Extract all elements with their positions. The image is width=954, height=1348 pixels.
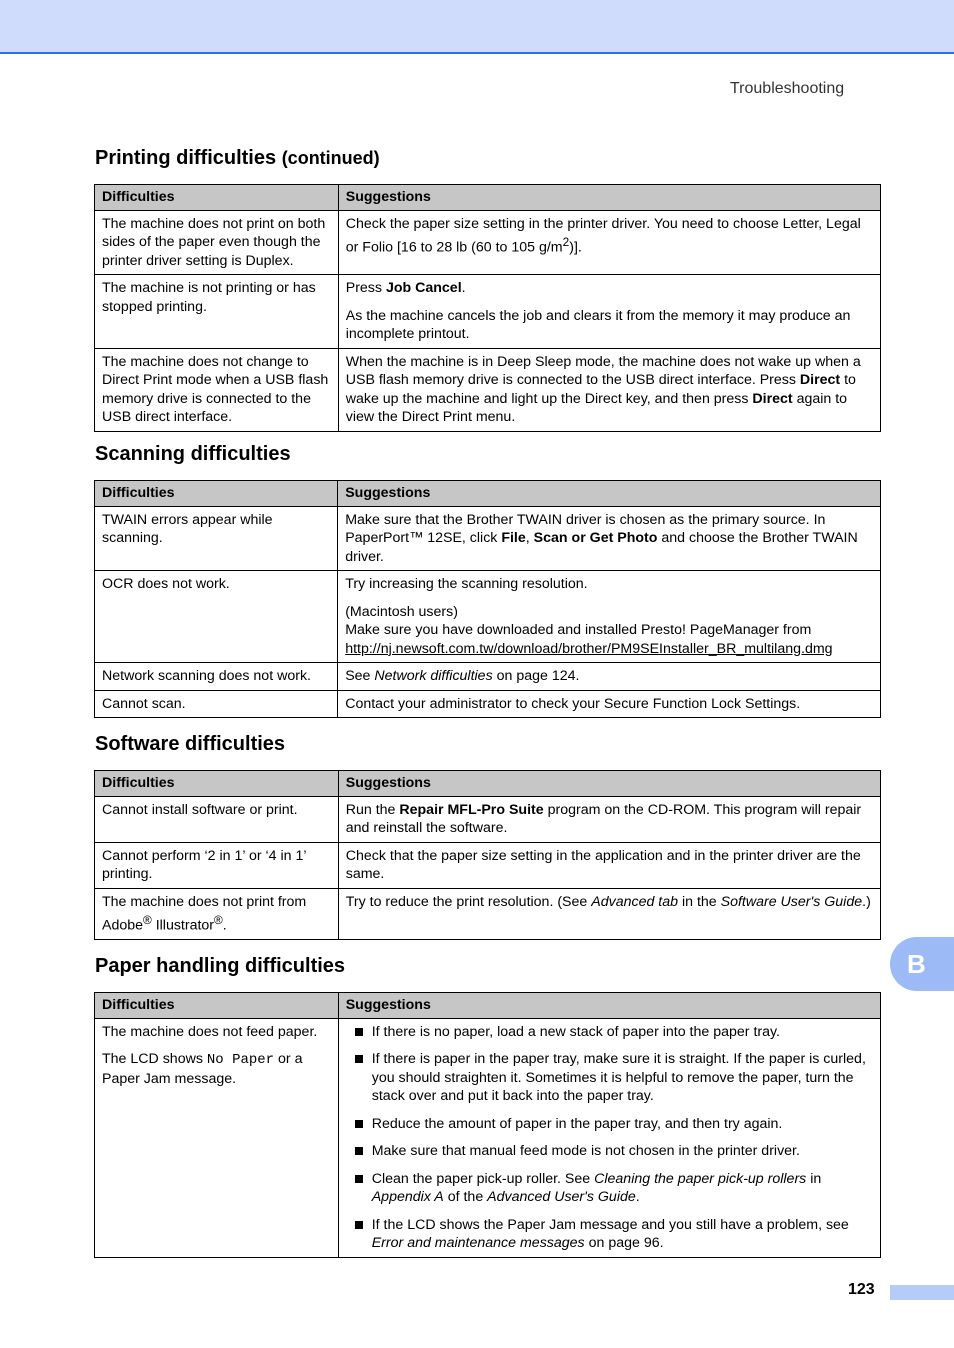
suggestion-cell: [338, 796, 880, 842]
suggestion-cell: Check that the paper size setting in the application and in the printer driver are the same.: [338, 842, 880, 888]
table-row: [95, 571, 881, 663]
suggestion-text: program on the CD-ROM. This program will repair and reinstall the software.: [345, 801, 862, 836]
bullet-icon: [355, 1221, 363, 1229]
section-title-suffix: (continued): [281, 148, 380, 168]
difficulty-cell: The machine is not printing or has stopped printing.: [95, 275, 339, 349]
bullet-icon: [355, 1055, 363, 1063]
superscript: 2: [562, 235, 570, 249]
column-header-suggestions: Suggestions: [338, 185, 880, 211]
table-row: [95, 842, 881, 888]
list-item: [346, 1170, 873, 1207]
chapter-tab: B: [890, 937, 954, 991]
table-row: [95, 275, 881, 349]
cross-reference: Appendix A: [371, 1189, 444, 1205]
registered-mark: ®: [143, 913, 152, 927]
difficulty-cell: Network scanning does not work.: [95, 663, 338, 691]
suggestion-cell: [338, 663, 881, 691]
list-item: [346, 1142, 873, 1161]
difficulty-cell: The machine does not print on both sides of the paper even though the printer driver setting is Duplex.: [95, 210, 339, 275]
cross-reference: Advanced tab: [591, 893, 679, 910]
suggestion-cell: [338, 275, 880, 349]
suggestion-text: Make sure you have downloaded and installed Presto! PageManager from: [345, 622, 812, 638]
difficulty-text: [102, 1050, 331, 1088]
suggestion-text: ,: [525, 530, 534, 546]
suggestion-text: in the: [678, 893, 721, 910]
table-header-row: [95, 771, 881, 797]
column-header-difficulties: Difficulties: [95, 481, 338, 507]
list-item-text: .: [635, 1189, 640, 1205]
difficulty-text-part: or a Paper Jam message.: [102, 1051, 303, 1087]
suggestion-text: again to view the Direct Print menu.: [345, 390, 848, 425]
column-header-suggestions: Suggestions: [338, 993, 880, 1019]
table-row: [95, 210, 881, 275]
column-header-difficulties: Difficulties: [95, 185, 339, 211]
column-header-difficulties: Difficulties: [95, 771, 339, 797]
difficulty-text: Illustrator: [151, 917, 215, 934]
list-item-text: Reduce the amount of paper in the paper tray, and then try again.: [371, 1115, 783, 1132]
list-item-text: of the: [443, 1189, 488, 1205]
program-name: Repair MFL-Pro Suite: [399, 801, 544, 818]
difficulty-text: The machine does not print from Adobe: [102, 893, 307, 934]
cross-reference: Software User's Guide: [720, 893, 863, 910]
list-item: [346, 1050, 873, 1106]
download-link[interactable]: http://nj.newsoft.com.tw/download/brother/PM9SEInstaller_BR_multilang.dmg: [345, 640, 833, 657]
difficulty-cell: TWAIN errors appear while scanning.: [95, 506, 338, 571]
suggestion-text: See: [345, 668, 375, 684]
key-name: Direct: [752, 390, 793, 407]
suggestion-text: .): [862, 893, 871, 910]
suggestion-cell: [338, 571, 881, 663]
list-item: [346, 1216, 873, 1253]
bullet-icon: [355, 1175, 363, 1183]
page-number: 123: [848, 1281, 875, 1298]
column-header-difficulties: Difficulties: [95, 993, 339, 1019]
suggestion-text: When the machine is in Deep Sleep mode, the machine does not wake up when a USB flash memory drive is connected to the USB direct interface. Press: [345, 353, 861, 388]
menu-name: File: [501, 530, 526, 546]
list-item-text: Make sure that manual feed mode is not chosen in the printer driver.: [371, 1143, 800, 1159]
list-item-text: on page 96.: [584, 1235, 664, 1251]
table-header-row: [95, 185, 881, 211]
section-title-software: Software difficulties: [95, 733, 286, 755]
suggestion-text: to wake up the machine and light up the Direct key, and then press: [345, 372, 856, 407]
table-row: [95, 796, 881, 842]
registered-mark: ®: [214, 913, 223, 927]
bullet-icon: [355, 1147, 363, 1155]
suggestion-text: Try to reduce the print resolution. (See: [345, 893, 592, 910]
cross-reference: Cleaning the paper pick-up rollers: [594, 1170, 807, 1187]
table-row: [95, 690, 881, 718]
suggestion-cell: [338, 210, 880, 275]
suggestion-text: Check the paper size setting in the printer driver. You need to choose Letter, Legal or Folio [16 to 28 lb (60 to 105 g/m: [345, 215, 861, 256]
difficulty-cell: The machine does not change to Direct Print mode when a USB flash memory drive is connected to the USB direct interface.: [95, 348, 339, 431]
table-row: [95, 348, 881, 431]
suggestion-text: Press: [345, 280, 386, 296]
running-head: Troubleshooting: [730, 80, 845, 97]
table-row: [95, 663, 881, 691]
suggestion-cell: [338, 348, 880, 431]
bullet-icon: [355, 1028, 363, 1036]
suggestion-text: As the machine cancels the job and clears it from the memory it may produce an incomplete printout.: [345, 307, 851, 342]
table-header-row: [95, 481, 881, 507]
paper-table: [94, 992, 881, 1258]
section-title-text: Printing difficulties: [95, 147, 277, 169]
list-item-text: If there is paper in the paper tray, make sure it is straight. If the paper is curled, you should straighten it. Sometimes it is helpful to remove the paper, turn the stack over and put it back into the paper tray.: [371, 1051, 866, 1104]
suggestion-cell: Contact your administrator to check your Secure Function Lock Settings.: [338, 690, 881, 718]
suggestion-cell: [338, 1018, 880, 1257]
suggestion-text: and choose the Brother TWAIN driver.: [345, 530, 858, 565]
suggestion-text: (Macintosh users): [345, 603, 458, 620]
list-item-text: If the LCD shows the Paper Jam message and you still have a problem, see: [371, 1216, 849, 1233]
list-item-text: Clean the paper pick-up roller. See: [371, 1170, 595, 1187]
list-item: [346, 1023, 873, 1042]
list-item-text: If there is no paper, load a new stack of paper into the paper tray.: [371, 1023, 780, 1040]
scanning-table: [94, 480, 881, 718]
cross-reference: Error and maintenance messages: [371, 1235, 585, 1251]
difficulty-cell: Cannot scan.: [95, 690, 338, 718]
cross-reference: Network difficulties: [374, 668, 493, 684]
suggestion-text: )].: [569, 239, 582, 256]
suggestion-text: .: [461, 280, 466, 296]
software-table: [94, 770, 881, 940]
table-row: [95, 506, 881, 571]
difficulty-text-part: The LCD shows: [102, 1051, 207, 1067]
section-title-scanning: Scanning difficulties: [95, 443, 291, 465]
difficulty-text: The machine does not feed paper.: [102, 1023, 318, 1040]
suggestion-cell: [338, 506, 881, 571]
bullet-icon: [355, 1120, 363, 1128]
difficulty-cell: Cannot install software or print.: [95, 796, 339, 842]
suggestion-text: on page 124.: [492, 668, 580, 684]
key-name: Direct: [799, 372, 841, 388]
difficulty-cell: OCR does not work.: [95, 571, 338, 663]
cross-reference: Advanced User's Guide: [487, 1189, 636, 1205]
table-header-row: [95, 993, 881, 1019]
suggestion-text: Try increasing the scanning resolution.: [345, 576, 588, 592]
lcd-message: No Paper: [206, 1052, 275, 1068]
difficulty-cell: Cannot perform ‘2 in 1’ or ‘4 in 1’ printing.: [95, 842, 339, 888]
suggestion-cell: [338, 888, 880, 940]
difficulty-text: .: [222, 917, 227, 934]
table-row: [95, 1018, 881, 1257]
list-item-text: in: [806, 1170, 822, 1187]
section-title-printing: [95, 147, 380, 170]
key-name: Job Cancel: [385, 280, 462, 296]
section-title-paper: Paper handling difficulties: [95, 955, 346, 977]
difficulty-cell: [95, 1018, 339, 1257]
column-header-suggestions: Suggestions: [338, 481, 881, 507]
suggestion-text: Make sure that the Brother TWAIN driver is chosen as the primary source. In PaperPort™ 12SE, click: [345, 511, 826, 546]
printing-table: [94, 184, 881, 432]
table-row: [95, 888, 881, 940]
column-header-suggestions: Suggestions: [338, 771, 880, 797]
header-band: [0, 0, 954, 54]
list-item: [346, 1115, 873, 1134]
suggestion-text: Run the: [345, 801, 400, 818]
suggestion-list: [346, 1023, 873, 1253]
page-number-strip: [890, 1285, 954, 1300]
difficulty-cell: [95, 888, 339, 940]
menu-name: Scan or Get Photo: [533, 530, 658, 546]
